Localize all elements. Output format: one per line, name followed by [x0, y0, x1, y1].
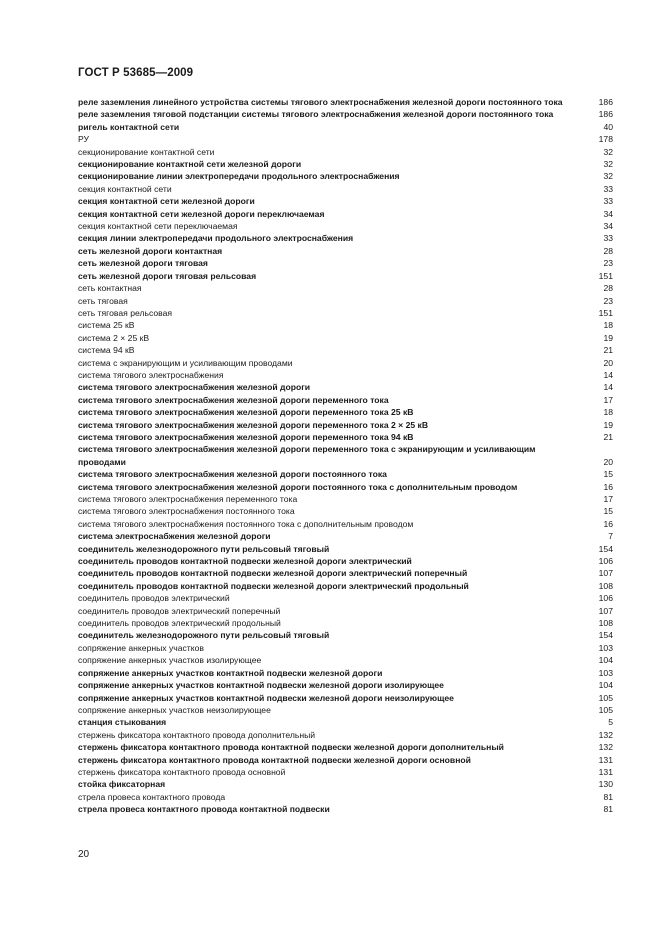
- index-term: РУ: [78, 134, 90, 145]
- index-term: система 25 кВ: [78, 320, 135, 331]
- index-term: соединитель проводов электрический поперечный: [78, 605, 281, 616]
- index-entry: [78, 729, 613, 741]
- index-entry: [78, 605, 613, 617]
- index-term: сеть железной дороги контактная: [78, 245, 223, 256]
- index-entry: [78, 332, 613, 344]
- index-page-ref: 132: [598, 729, 613, 740]
- index-entry: [78, 493, 613, 505]
- index-page-ref: 105: [598, 692, 613, 703]
- index-page-ref: 106: [598, 556, 613, 567]
- index-entry: [78, 170, 613, 182]
- index-page-ref: 131: [598, 754, 613, 765]
- index-page-ref: 178: [598, 134, 613, 145]
- index-page-ref: 18: [603, 320, 613, 331]
- index-term: стойка фиксаторная: [78, 779, 166, 790]
- index-term: сопряжение анкерных участков изолирующее: [78, 655, 262, 666]
- index-entry: [78, 443, 613, 468]
- index-entry: [78, 381, 613, 393]
- index-entry: [78, 133, 613, 145]
- term-index: [78, 96, 613, 816]
- index-page-ref: 105: [598, 704, 613, 715]
- index-entry: [78, 555, 613, 567]
- index-term: система тягового электроснабжения железной дороги переменного тока: [78, 394, 389, 405]
- index-term: сеть тяговая: [78, 295, 128, 306]
- index-term: секционирование линии электропередачи продольного электроснабжения: [78, 171, 400, 182]
- index-entry: [78, 282, 613, 294]
- index-entry: [78, 419, 613, 431]
- index-page-ref: 34: [603, 208, 613, 219]
- index-term: сопряжение анкерных участков: [78, 642, 204, 653]
- index-page-ref: 186: [598, 109, 613, 120]
- index-term: система тягового электроснабжения железной дороги: [78, 382, 311, 393]
- index-entry: [78, 108, 613, 120]
- index-entry: [78, 431, 613, 443]
- index-term: соединитель проводов контактной подвески железной дороги электрический: [78, 556, 412, 567]
- index-term: система тягового электроснабжения железной дороги переменного тока с экранирующим и усиливающим проводами: [78, 444, 536, 467]
- index-term: стержень фиксатора контактного провода контактной подвески железной дороги основной: [78, 754, 471, 765]
- index-entry: [78, 257, 613, 269]
- index-entry: [78, 778, 613, 790]
- index-page-ref: 23: [603, 258, 613, 269]
- index-page-ref: 21: [603, 345, 613, 356]
- index-page-ref: 32: [603, 146, 613, 157]
- index-term: ригель контактной сети: [78, 121, 180, 132]
- index-entry: [78, 679, 613, 691]
- index-entry: [78, 232, 613, 244]
- index-page-ref: 21: [603, 431, 613, 442]
- index-page-ref: 154: [598, 630, 613, 641]
- index-entry: [78, 295, 613, 307]
- index-page-ref: 154: [598, 543, 613, 554]
- index-page-ref: 106: [598, 593, 613, 604]
- index-term: сопряжение анкерных участков контактной подвески железной дороги неизолирующее: [78, 692, 454, 703]
- index-term: секционирование контактной сети: [78, 146, 215, 157]
- index-term: система тягового электроснабжения железной дороги постоянного тока с дополнительным проводом: [78, 481, 518, 492]
- index-term: соединитель железнодорожного пути рельсовый тяговый: [78, 630, 330, 641]
- index-entry: [78, 319, 613, 331]
- index-entry: [78, 667, 613, 679]
- document-header: ГОСТ Р 53685—2009: [78, 67, 194, 79]
- index-term: секция контактной сети переключаемая: [78, 221, 238, 232]
- index-entry: [78, 96, 613, 108]
- index-page-ref: 19: [603, 419, 613, 430]
- index-term: сопряжение анкерных участков неизолирующее: [78, 704, 271, 715]
- page-number: 20: [78, 849, 90, 860]
- index-entry: [78, 505, 613, 517]
- index-term: сопряжение анкерных участков контактной подвески железной дороги: [78, 667, 383, 678]
- index-term: стержень фиксатора контактного провода основной: [78, 766, 286, 777]
- index-page-ref: 28: [603, 283, 613, 294]
- index-entry: [78, 208, 613, 220]
- index-term: соединитель проводов контактной подвески железной дороги электрический продольный: [78, 580, 469, 591]
- index-entry: [78, 580, 613, 592]
- index-term: секция контактной сети: [78, 183, 172, 194]
- index-page-ref: 20: [603, 357, 613, 368]
- index-term: система тягового электроснабжения: [78, 369, 224, 380]
- index-entry: [78, 592, 613, 604]
- index-term: стрела провеса контактного провода контактной подвески: [78, 804, 330, 815]
- index-entry: [78, 406, 613, 418]
- index-entry: [78, 183, 613, 195]
- index-page-ref: 7: [608, 531, 613, 542]
- index-page-ref: 81: [603, 804, 613, 815]
- index-term: система тягового электроснабжения железной дороги переменного тока 2 × 25 кВ: [78, 419, 429, 430]
- index-page-ref: 103: [598, 642, 613, 653]
- index-term: сеть железной дороги тяговая: [78, 258, 208, 269]
- index-page-ref: 33: [603, 233, 613, 244]
- index-term: секция контактной сети железной дороги переключаемая: [78, 208, 325, 219]
- index-entry: [78, 766, 613, 778]
- index-page-ref: 5: [608, 717, 613, 728]
- index-term: соединитель проводов электрический продольный: [78, 618, 281, 629]
- index-page-ref: 19: [603, 332, 613, 343]
- index-term: соединитель железнодорожного пути рельсовый тяговый: [78, 543, 330, 554]
- index-entry: [78, 146, 613, 158]
- index-term: соединитель проводов контактной подвески железной дороги электрический поперечный: [78, 568, 468, 579]
- index-entry: [78, 481, 613, 493]
- index-page-ref: 130: [598, 779, 613, 790]
- index-entry: [78, 791, 613, 803]
- index-page-ref: 33: [603, 196, 613, 207]
- index-page-ref: 131: [598, 766, 613, 777]
- index-entry: [78, 468, 613, 480]
- index-term: система тягового электроснабжения железной дороги постоянного тока: [78, 469, 387, 480]
- index-term: сеть железной дороги тяговая рельсовая: [78, 270, 257, 281]
- index-page-ref: 33: [603, 183, 613, 194]
- index-term: станция стыкования: [78, 717, 167, 728]
- index-page-ref: 81: [603, 791, 613, 802]
- index-term: реле заземления тяговой подстанции системы тягового электроснабжения железной дороги постоянного тока: [78, 109, 554, 120]
- index-term: система тягового электроснабжения постоянного тока с дополнительным проводом: [78, 518, 414, 529]
- index-entry: [78, 629, 613, 641]
- index-term: система электроснабжения железной дороги: [78, 531, 271, 542]
- index-page-ref: 32: [603, 171, 613, 182]
- index-term: сопряжение анкерных участков контактной подвески железной дороги изолирующее: [78, 680, 444, 691]
- index-term: система 94 кВ: [78, 345, 135, 356]
- index-page-ref: 151: [598, 307, 613, 318]
- index-page-ref: 132: [598, 742, 613, 753]
- index-entry: [78, 642, 613, 654]
- index-entry: [78, 394, 613, 406]
- index-page-ref: 40: [603, 121, 613, 132]
- index-page-ref: 20: [603, 456, 613, 467]
- index-entry: [78, 692, 613, 704]
- index-entry: [78, 518, 613, 530]
- index-entry: [78, 567, 613, 579]
- index-entry: [78, 654, 613, 666]
- index-entry: [78, 803, 613, 815]
- index-page-ref: 151: [598, 270, 613, 281]
- index-page-ref: 34: [603, 221, 613, 232]
- index-entry: [78, 369, 613, 381]
- index-entry: [78, 270, 613, 282]
- index-entry: [78, 543, 613, 555]
- index-page-ref: 103: [598, 667, 613, 678]
- index-entry: [78, 344, 613, 356]
- index-page-ref: 28: [603, 245, 613, 256]
- index-page-ref: 14: [603, 382, 613, 393]
- index-page-ref: 17: [603, 494, 613, 504]
- index-term: секционирование контактной сети железной дороги: [78, 159, 302, 170]
- index-entry: [78, 754, 613, 766]
- index-entry: [78, 195, 613, 207]
- index-term: соединитель проводов электрический: [78, 593, 230, 604]
- index-term: стержень фиксатора контактного провода дополнительный: [78, 729, 316, 740]
- index-page-ref: 18: [603, 407, 613, 418]
- index-page-ref: 108: [598, 618, 613, 629]
- index-entry: [78, 530, 613, 542]
- index-page-ref: 15: [603, 506, 613, 517]
- index-entry: [78, 716, 613, 728]
- index-term: сеть тяговая рельсовая: [78, 307, 173, 318]
- index-page-ref: 17: [603, 394, 613, 405]
- index-entry: [78, 357, 613, 369]
- index-entry: [78, 704, 613, 716]
- index-page-ref: 23: [603, 295, 613, 306]
- index-term: сеть контактная: [78, 283, 142, 294]
- index-page-ref: 104: [598, 680, 613, 691]
- index-term: система 2 × 25 кВ: [78, 332, 150, 343]
- index-entry: [78, 245, 613, 257]
- index-page-ref: 107: [598, 568, 613, 579]
- index-entry: [78, 741, 613, 753]
- index-page-ref: 16: [603, 481, 613, 492]
- index-term: секция контактной сети железной дороги: [78, 196, 255, 207]
- index-entry: [78, 307, 613, 319]
- index-term: реле заземления линейного устройства системы тягового электроснабжения железной дороги постоянного тока: [78, 97, 563, 107]
- index-term: система с экранирующим и усиливающим проводами: [78, 357, 293, 368]
- index-entry: [78, 121, 613, 133]
- index-page-ref: 15: [603, 469, 613, 480]
- index-page-ref: 186: [598, 97, 613, 107]
- index-term: система тягового электроснабжения переменного тока: [78, 494, 298, 504]
- index-page-ref: 14: [603, 369, 613, 380]
- index-term: система тягового электроснабжения постоянного тока: [78, 506, 295, 517]
- index-page-ref: 32: [603, 159, 613, 170]
- index-page-ref: 108: [598, 580, 613, 591]
- index-entry: [78, 158, 613, 170]
- index-page-ref: 16: [603, 518, 613, 529]
- index-page-ref: 104: [598, 655, 613, 666]
- index-entry: [78, 617, 613, 629]
- index-page-ref: 107: [598, 605, 613, 616]
- index-term: система тягового электроснабжения железной дороги переменного тока 94 кВ: [78, 431, 414, 442]
- index-term: стрела провеса контактного провода: [78, 791, 226, 802]
- index-term: секция линии электропередачи продольного электроснабжения: [78, 233, 354, 244]
- index-entry: [78, 220, 613, 232]
- index-term: система тягового электроснабжения железной дороги переменного тока 25 кВ: [78, 407, 414, 418]
- index-term: стержень фиксатора контактного провода контактной подвески железной дороги дополнительный: [78, 742, 504, 753]
